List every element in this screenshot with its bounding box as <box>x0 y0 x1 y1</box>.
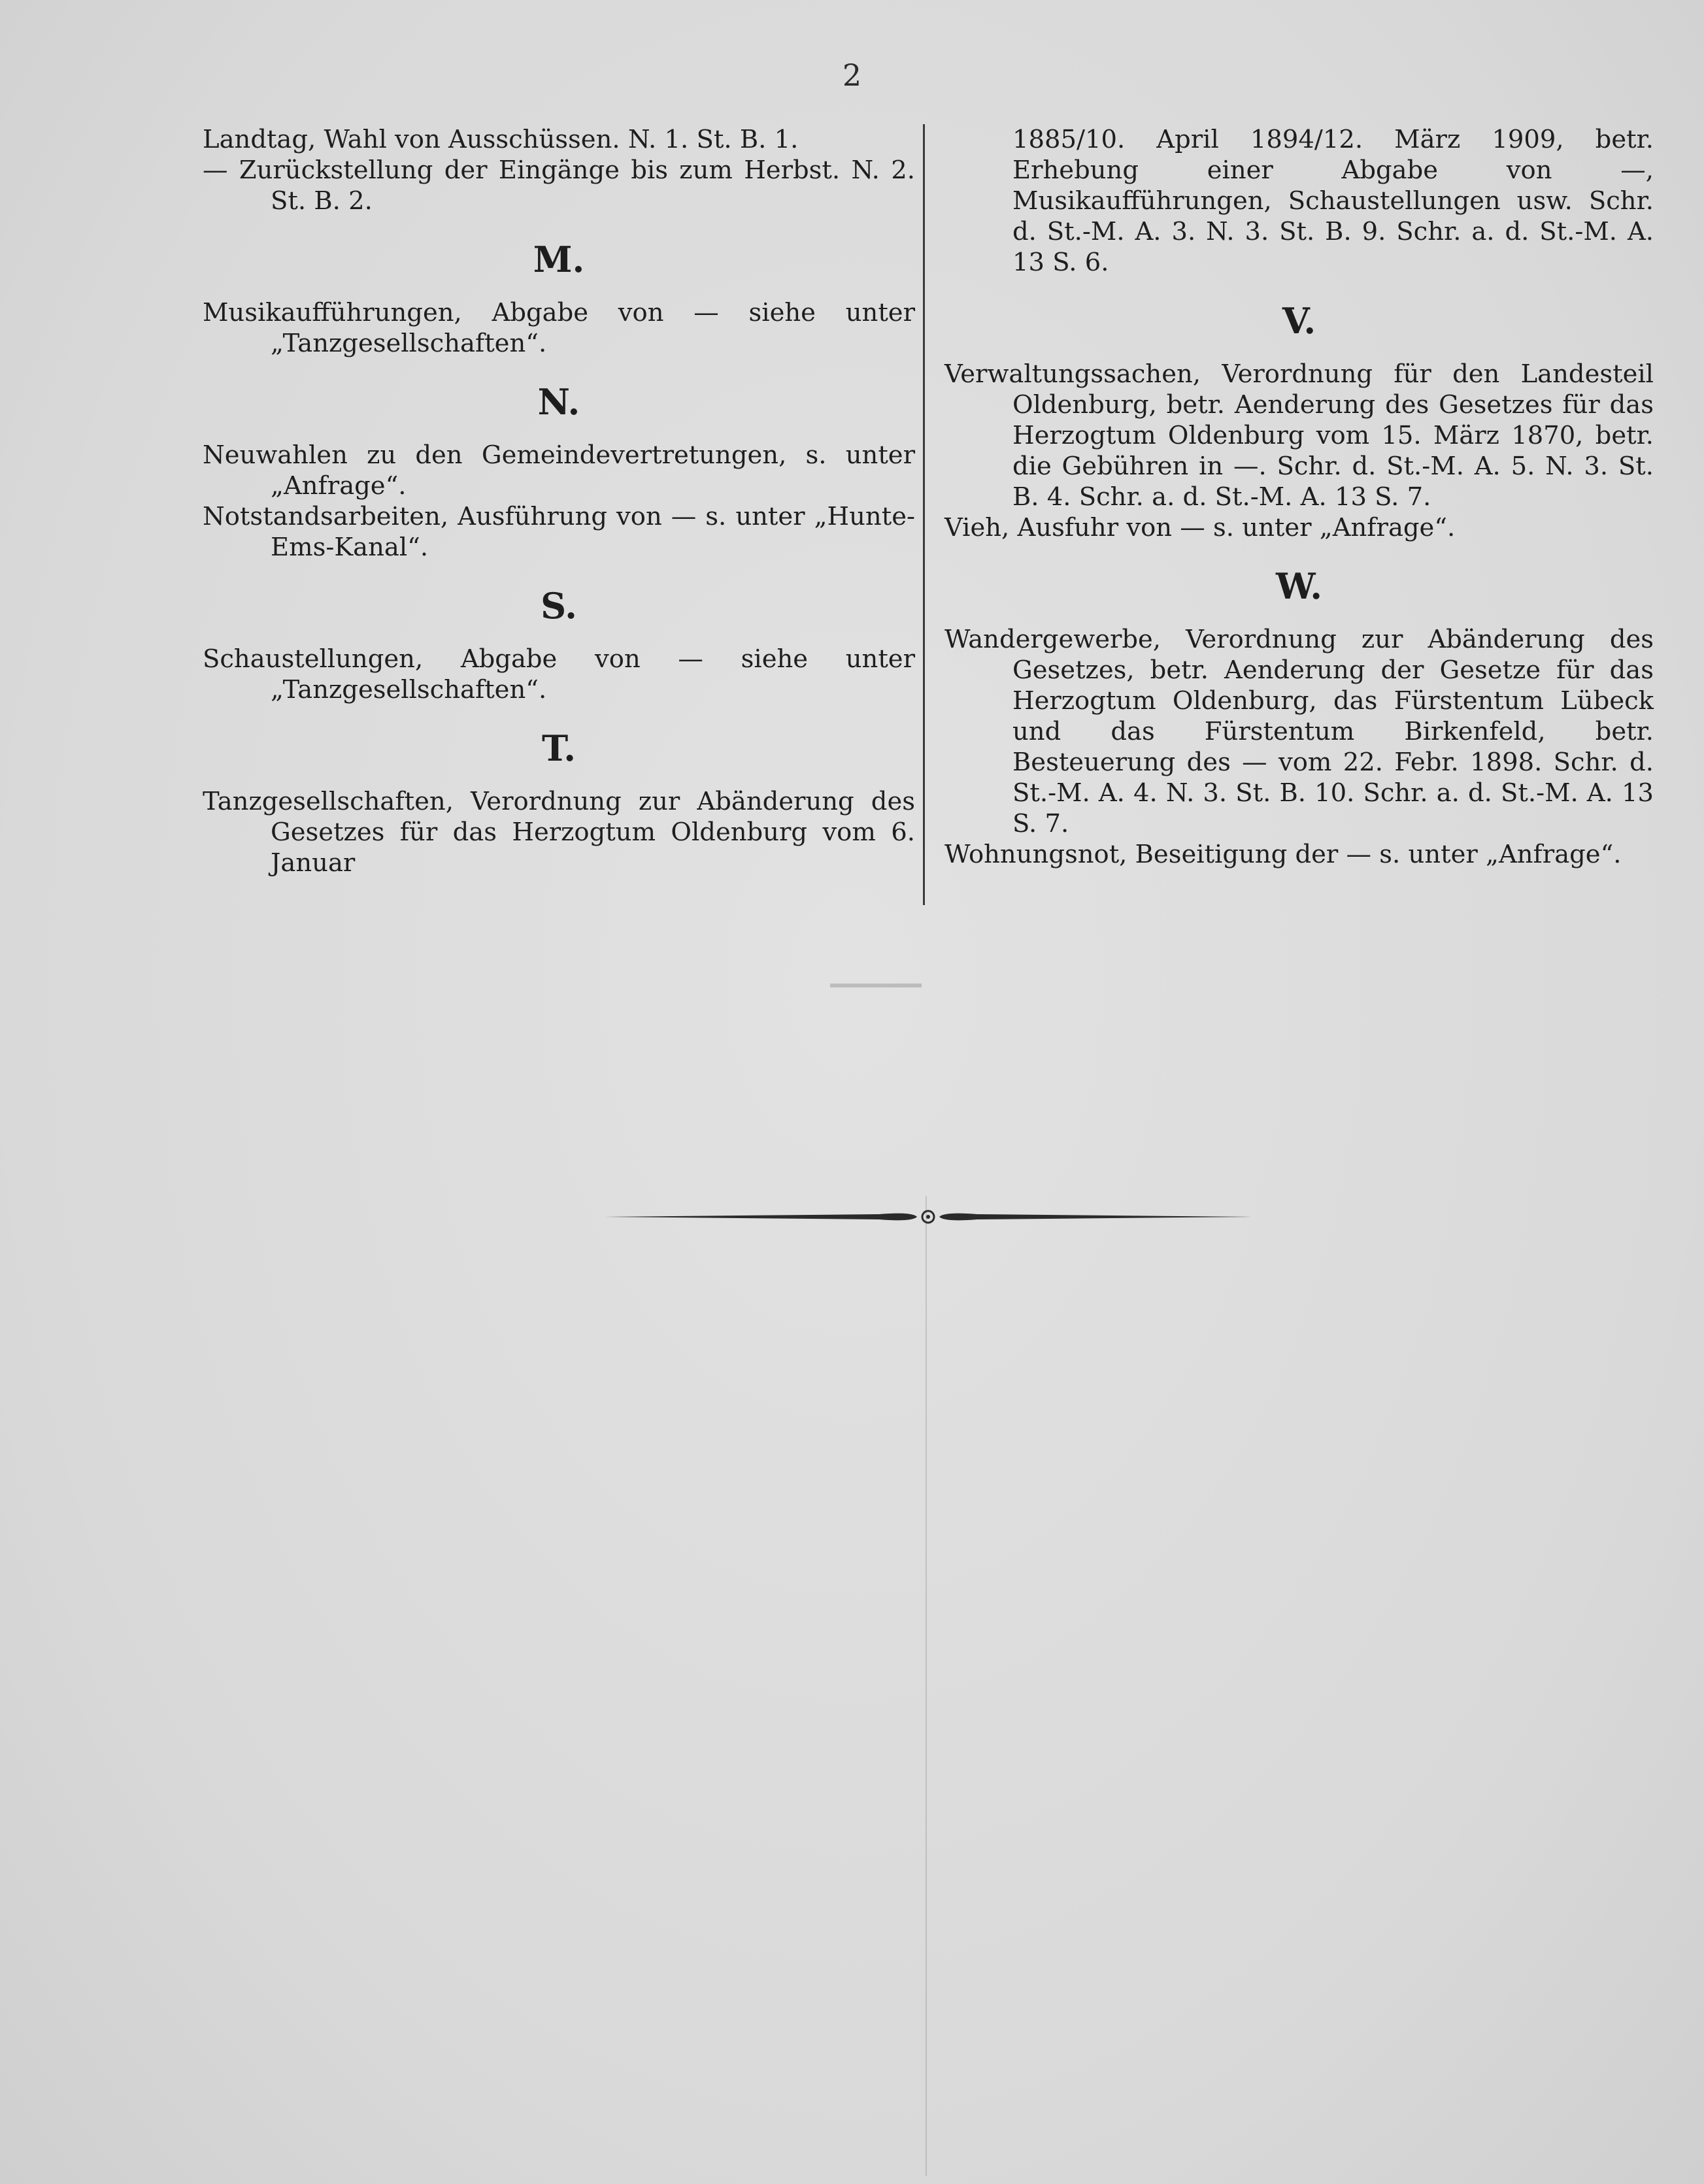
index-entry-continuation: 1885/10. April 1894/12. März 1909, betr. Erhebung einer Abgabe von —, Musikaufführungen, Schaustellungen usw. Schr. d. St.-M. A. 3. N. 3. St. B. 9. Schr. a. d. St.-M. A. 13 S. 6. <box>1012 125 1654 277</box>
index-entry: Wandergewerbe, Verordnung zur Abänderung des Gesetzes, betr. Aenderung der Gesetze für das Herzogtum Oldenburg, das Fürstentum Lübeck und das Fürstentum Birkenfeld, betr. Besteuerung des — vom 22. Febr. 1898. Schr. d. St.-M. A. 4. N. 3. St. B. 10. Schr. a. d. St.-M. A. 13 S. 7. <box>944 625 1654 838</box>
section-letter: W. <box>1275 565 1323 607</box>
index-entry: Notstandsarbeiten, Ausführung von — s. unter „Hunte-Ems-Kanal“. <box>203 502 915 562</box>
section-letter: N. <box>537 381 580 423</box>
section-letter: S. <box>541 585 577 627</box>
section-letter: T. <box>541 727 576 769</box>
index-entry: Verwaltungssachen, Verordnung für den Landesteil Oldenburg, betr. Aenderung des Gesetzes für das Herzogtum Oldenburg vom 15. März 1870, betr. die Gebühren in —. Schr. d. St.-M. A. 5. N. 3. St. B. 4. Schr. a. d. St.-M. A. 13 S. 7. <box>944 359 1654 512</box>
section-letter: V. <box>1282 300 1316 342</box>
index-entry: Tanzgesellschaften, Verordnung zur Abänderung des Gesetzes für das Herzogtum Oldenburg vom 6. Januar <box>203 787 915 878</box>
end-ornament <box>605 1204 1252 1230</box>
left-column <box>203 124 915 878</box>
section-letter: M. <box>533 239 585 280</box>
index-entry: — Zurückstellung der Eingänge bis zum Herbst. N. 2. St. B. 2. <box>203 156 915 216</box>
right-column <box>944 124 1654 870</box>
index-entry: Wohnungsnot, Beseitigung der — s. unter „Anfrage“. <box>944 840 1622 869</box>
faint-fold-line <box>926 1196 927 2176</box>
print-smudge <box>830 984 922 987</box>
index-entry: Vieh, Ausfuhr von — s. unter „Anfrage“. <box>944 513 1456 542</box>
page-number: 2 <box>842 58 862 93</box>
column-divider <box>923 124 925 905</box>
index-entry: Landtag, Wahl von Ausschüssen. N. 1. St. B. 1. <box>203 125 799 154</box>
index-entry: Musikaufführungen, Abgabe von — siehe unter „Tanzgesellschaften“. <box>203 298 915 358</box>
index-entry: Schaustellungen, Abgabe von — siehe unter „Tanzgesellschaften“. <box>203 644 915 704</box>
index-entry: Neuwahlen zu den Gemeindevertretungen, s. unter „Anfrage“. <box>203 440 915 501</box>
